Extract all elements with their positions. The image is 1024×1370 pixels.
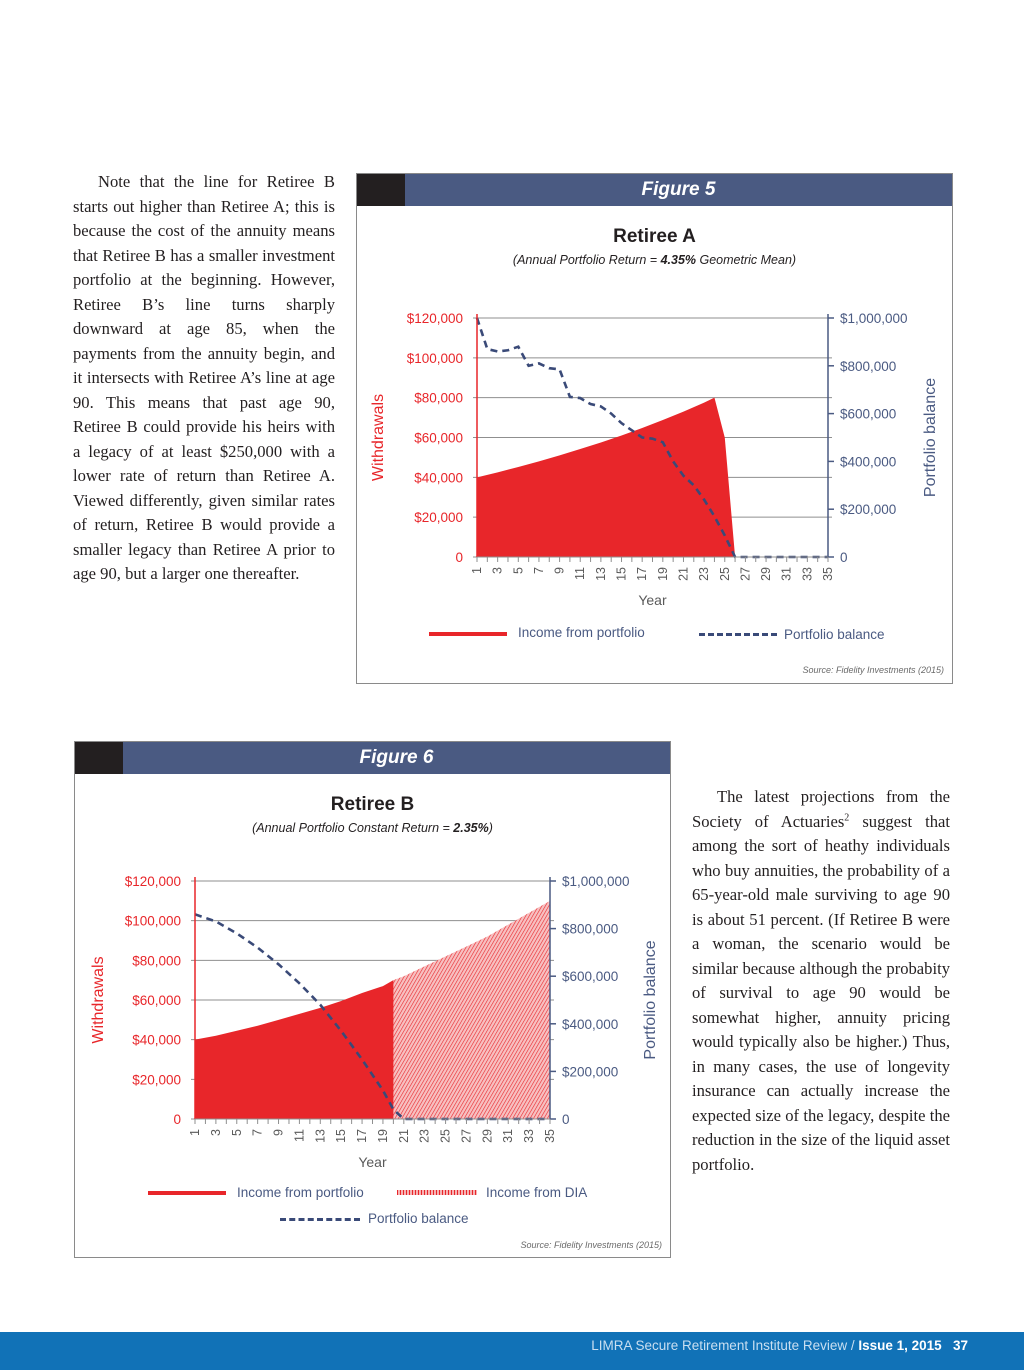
x-tick-label: 11 [573,567,588,580]
y-tick-label: 0 [173,1112,181,1127]
x-tick-label: 35 [821,567,835,581]
x-tick-label: 19 [655,567,670,581]
x-tick-label: 27 [738,567,753,581]
figure-label: Figure 5 [641,179,716,200]
footer-issue: Issue 1, 2015 [858,1338,942,1353]
y-tick-label: $20,000 [132,1072,181,1088]
x-tick-label: 13 [313,1129,328,1143]
figure-source: Source: Fidelity Investments (2015) [520,1240,662,1250]
body-paragraph-left: Note that the line for Retiree B starts out higher than Retiree A; this is because the cost of the annuity means that Retiree B has a smaller investment portfolio at the beginning. However, Retiree B’s line turns sharply downward at age 85, when the payments from the annuity begin, and it intersects with Retiree A’s line at age 90. This means that past age 90, Retiree B could provide his heirs with a legacy of at least $250,000 with a lower rate of return than Retiree A. Viewed differently, given similar rates of return, Retiree B would provide a smaller legacy than Retiree A prior to age 90, but a larger one thereafter. [73,172,335,583]
y2-tick-label: 0 [562,1112,570,1127]
x-tick-label: 17 [635,567,650,581]
figure-5 [356,173,953,684]
chart-subtitle: (Annual Portfolio Return = 4.35% Geometric Mean) [512,253,797,267]
x-tick-label: 29 [759,567,774,581]
chart-title: Retiree B [330,794,415,815]
x-tick-label: 3 [208,1129,223,1136]
chart-title: Retiree A [613,226,696,247]
figure-label: Figure 6 [359,747,434,768]
x-tick-label: 15 [614,567,629,581]
x-tick-label: 5 [229,1129,244,1136]
y2-tick-label: $800,000 [840,358,897,374]
x-tick-label: 23 [417,1129,432,1143]
legend-income-label: Income from portfolio [518,625,645,640]
footer-publication: LIMRA Secure Retirement Institute Review / [591,1338,859,1353]
y2-tick-label: $600,000 [562,969,619,985]
x-axis-title: Year [358,1154,387,1170]
y-tick-label: $100,000 [406,350,463,366]
y2-tick-label: $400,000 [562,1016,619,1032]
figure-source: Source: Fidelity Investments (2015) [802,665,944,675]
x-tick-label: 33 [800,567,815,581]
legend-balance-swatch [280,1218,360,1221]
legend-income-swatch [148,1191,226,1195]
y-tick-label: $80,000 [414,390,463,406]
x-tick-label: 1 [188,1129,202,1136]
legend-dia-swatch [397,1190,477,1195]
x-tick-label: 11 [292,1129,307,1142]
y-tick-label: $60,000 [414,430,463,446]
y-axis-title: Withdrawals [90,956,107,1044]
legend-balance-label: Portfolio balance [368,1211,469,1226]
x-tick-label: 9 [271,1129,286,1136]
x-tick-label: 23 [697,567,712,581]
y2-tick-label: $1,000,000 [562,874,630,889]
y-tick-label: $40,000 [132,1032,181,1048]
chart-subtitle: (Annual Portfolio Constant Return = 2.35%) [252,821,493,835]
legend-dia-label: Income from DIA [486,1185,588,1200]
x-tick-label: 7 [531,567,546,574]
chart-retiree-b [75,742,672,1259]
x-tick-label: 31 [501,1129,516,1143]
y2-tick-label: $1,000,000 [840,311,908,326]
x-tick-label: 27 [459,1129,474,1143]
legend-balance-label: Portfolio balance [784,627,885,642]
page-number: 37 [952,1338,968,1353]
y-tick-label: $120,000 [406,311,463,326]
x-tick-label: 21 [676,567,691,581]
y-tick-label: $100,000 [124,913,181,929]
y2-tick-label: $400,000 [840,454,897,470]
y2-tick-label: $600,000 [840,406,897,422]
figure-6 [74,741,671,1258]
legend-balance-swatch [699,633,777,636]
x-tick-label: 3 [490,567,505,574]
page-footer [0,1332,1024,1370]
x-tick-label: 29 [480,1129,495,1143]
legend-income-swatch [429,632,507,636]
x-tick-label: 21 [396,1129,411,1143]
x-tick-label: 25 [438,1129,453,1143]
x-tick-label: 19 [375,1129,390,1143]
x-tick-label: 13 [593,567,608,581]
y2-tick-label: $200,000 [840,502,897,518]
x-tick-label: 7 [250,1129,265,1136]
y2-tick-label: $800,000 [562,921,619,937]
footer-text [591,1332,968,1370]
y-axis-title: Withdrawals [370,393,387,482]
y-tick-label: $40,000 [414,470,463,486]
chart-retiree-a [357,174,954,685]
body-paragraph-right: The latest projections from the Society of Actuaries$^2$ suggest that among the sort of heathy individuals who buy annuities, the probability of a 65-year-old male surviving to age 90 is about 51 percent. (If Retiree B were a woman, the scenario would be similar because although the probabity of survival to age 90 would be somewhat higher, annuity pricing would typically also be higher.) Thus, in many cases, the use of longevity insurance can actually increase the expected size of the legacy, despite the reduction in the size of the liquid asset portfolio. [692,787,950,1174]
y-tick-label: $60,000 [132,993,181,1008]
legend-income-label: Income from portfolio [237,1185,364,1200]
x-tick-label: 35 [543,1129,557,1143]
x-tick-label: 1 [470,567,484,574]
x-tick-label: 17 [355,1129,370,1143]
x-tick-label: 31 [779,567,794,581]
y2-tick-label: 0 [840,550,848,565]
x-tick-label: 25 [717,567,732,581]
y2-axis-title: Portfolio balance [642,940,659,1060]
series-income-dia-area [393,901,550,1119]
y-tick-label: $20,000 [414,510,463,526]
x-tick-label: 15 [334,1129,349,1143]
x-axis-title: Year [638,592,667,608]
x-tick-label: 33 [522,1129,537,1143]
y-tick-label: $120,000 [124,874,181,889]
y2-tick-label: $200,000 [562,1064,619,1080]
y-tick-label: $80,000 [132,953,181,969]
y-tick-label: 0 [455,550,463,565]
y2-axis-title: Portfolio balance [922,377,939,498]
x-tick-label: 5 [511,567,526,574]
x-tick-label: 9 [552,567,567,574]
